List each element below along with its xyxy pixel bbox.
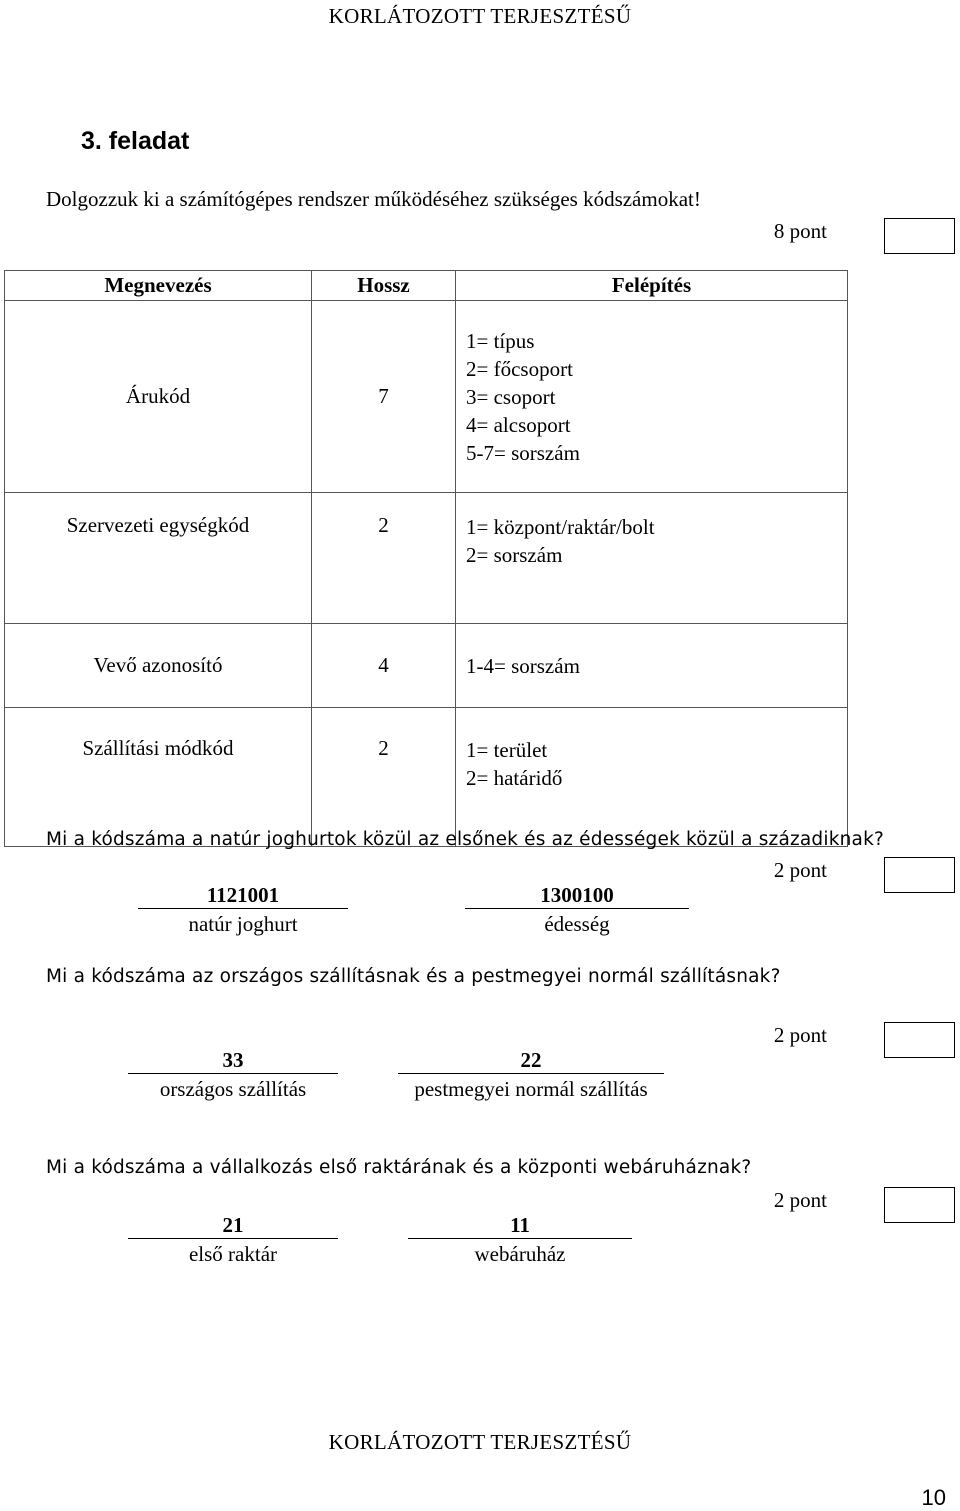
answer-label: édesség [544, 912, 610, 936]
question-points: 2 pont [773, 1188, 827, 1212]
cell-length: 2 [312, 493, 456, 624]
answer-label: natúr joghurt [188, 912, 298, 936]
answer-label: első raktár [188, 1242, 278, 1266]
cell-name: Szervezeti egységkód [5, 493, 312, 624]
cell-structure [456, 301, 848, 493]
question-text: Mi a kódszáma a natúr joghurtok közül az elsőnek és az édességek közül a századiknak? [46, 829, 885, 850]
page-footer: KORLÁTOZOTT TERJESZTÉSŰ [328, 1430, 632, 1454]
structure-line: 5-7= sorszám [466, 440, 580, 465]
column-header-structure: Felépítés [456, 271, 848, 301]
cell-name: Árukód [5, 301, 312, 493]
table-row [5, 708, 848, 847]
score-box-question-2[interactable] [884, 1022, 955, 1058]
score-box-question-1[interactable] [884, 857, 955, 893]
structure-line: 2= főcsoport [466, 356, 573, 381]
structure-line: 1= típus [466, 328, 535, 353]
cell-name: Vevő azonosító [5, 624, 312, 708]
answer-value: 21 [128, 1212, 338, 1239]
structure-line: 2= sorszám [466, 543, 563, 567]
structure-line: 1-4= sorszám [466, 653, 580, 678]
answer-value: 1121001 [138, 882, 348, 909]
table-row [5, 493, 848, 624]
column-header-length: Hossz [312, 271, 456, 301]
answer-value: 22 [398, 1047, 664, 1074]
cell-structure [456, 624, 848, 708]
page-number: 10 [921, 1485, 946, 1510]
cell-structure [456, 708, 848, 847]
structure-line: 2= határidő [466, 766, 563, 790]
cell-length: 2 [312, 708, 456, 847]
answer-label: pestmegyei normál szállítás [414, 1077, 648, 1101]
answer-field[interactable] [465, 882, 689, 939]
answer-field[interactable] [128, 1212, 338, 1269]
answer-value: 1300100 [465, 882, 689, 909]
answer-field[interactable] [408, 1212, 632, 1269]
table-row [5, 301, 848, 493]
answer-value: 33 [128, 1047, 338, 1074]
table-points: 8 pont [773, 219, 827, 243]
task-title: 3. feladat [81, 127, 190, 155]
cell-structure [456, 493, 848, 624]
table-header-row [5, 271, 848, 301]
question-points: 2 pont [773, 1023, 827, 1047]
answer-field[interactable] [398, 1047, 664, 1104]
task-intro: Dolgozzuk ki a számítógépes rendszer működéséhez szükséges kódszámokat! [46, 187, 701, 211]
cell-name: Szállítási módkód [5, 708, 312, 847]
column-header-name: Megnevezés [5, 271, 312, 301]
structure-line: 1= központ/raktár/bolt [466, 515, 655, 539]
score-box-question-3[interactable] [884, 1187, 955, 1223]
cell-length: 4 [312, 624, 456, 708]
table-row [5, 624, 848, 708]
answer-label: országos szállítás [159, 1077, 307, 1101]
structure-line: 1= terület [466, 738, 548, 762]
cell-length: 7 [312, 301, 456, 493]
answer-label: webáruház [474, 1242, 566, 1266]
answer-field[interactable] [128, 1047, 338, 1104]
question-text: Mi a kódszáma a vállalkozás első raktárának és a központi webáruháznak? [46, 1157, 752, 1178]
structure-line: 4= alcsoport [466, 412, 571, 437]
answer-field[interactable] [138, 882, 348, 939]
structure-line: 3= csoport [466, 384, 556, 409]
answer-value: 11 [408, 1212, 632, 1239]
score-box-table[interactable] [884, 218, 955, 254]
question-points: 2 pont [773, 858, 827, 882]
page-header: KORLÁTOZOTT TERJESZTÉSŰ [328, 4, 632, 28]
code-table [4, 270, 848, 847]
question-text: Mi a kódszáma az országos szállításnak és a pestmegyei normál szállításnak? [46, 966, 781, 987]
